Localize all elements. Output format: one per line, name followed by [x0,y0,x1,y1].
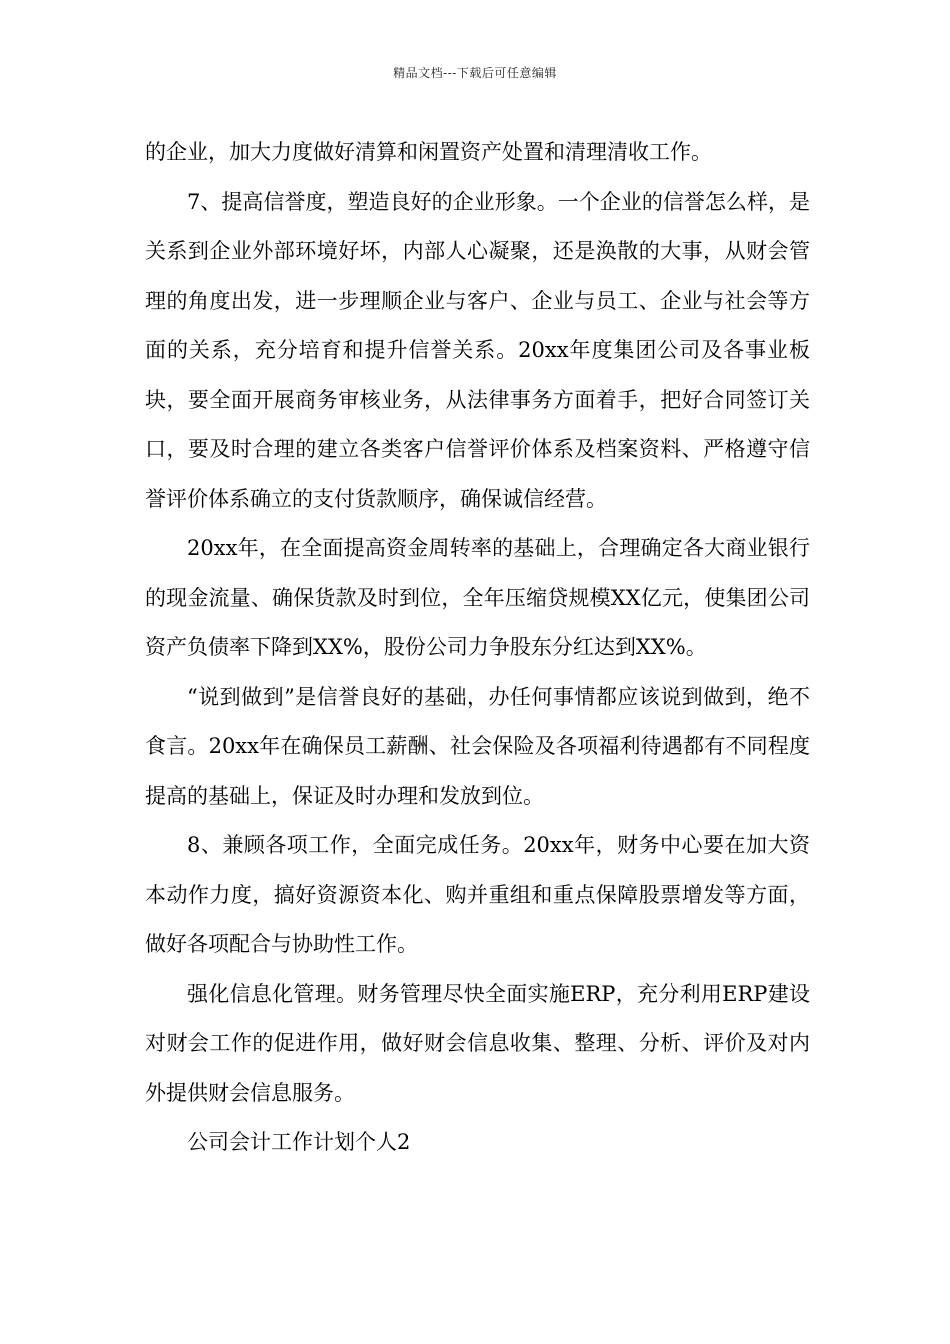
document-body [145,128,810,1168]
paragraph: 强化信息化管理。财务管理尽快全面实施ERP，充分利用ERP建设对财会工作的促进作用，做好财会信息收集、整理、分析、评价及对内外提供财会信息服务。 [145,981,810,1105]
paragraph: 20xx年，在全面提高资金周转率的基础上，合理确定各大商业银行的现金流量、确保货款及时到位，全年压缩贷规模XX亿元，使集团公司资产负债率下降到XX%，股份公司力争股东分红达到XX%。 [145,536,810,659]
paragraph: 的企业，加大力度做好清算和闲置资产处置和清理清收工作。 [145,140,712,164]
paragraph: 7、提高信誉度，塑造良好的企业形象。一个企业的信誉怎么样，是关系到企业外部环境好坏，内部人心凝聚，还是涣散的大事，从财会管理的角度出发，进一步理顺企业与客户、企业与员工、企业与社会等方面的关系，充分培育和提升信誉关系。20xx年度集团公司及各事业板块，要全面开展商务审核业务，从法律事务方面着手，把好合同签订关口，要及时合理的建立各类客户信誉评价体系及档案资料、严格遵守信誉评价体系确立的支付货款顺序，确保诚信经营。 [145,189,810,511]
paragraph: “说到做到”是信誉良好的基础，办任何事情都应该说到做到，绝不食言。20xx年在确保员工薪酬、社会保险及各项福利待遇都有不同程度提高的基础上，保证及时办理和发放到位。 [145,684,810,808]
page-header: 精品文档---下载后可任意编辑 [393,66,557,80]
section-heading: 公司会计工作计划个人2 [187,1130,411,1154]
paragraph: 8、兼顾各项工作，全面完成任务。20xx年，财务中心要在加大资本动作力度，搞好资源资本化、购并重组和重点保障股票增发等方面，做好各项配合与协助性工作。 [145,833,810,956]
